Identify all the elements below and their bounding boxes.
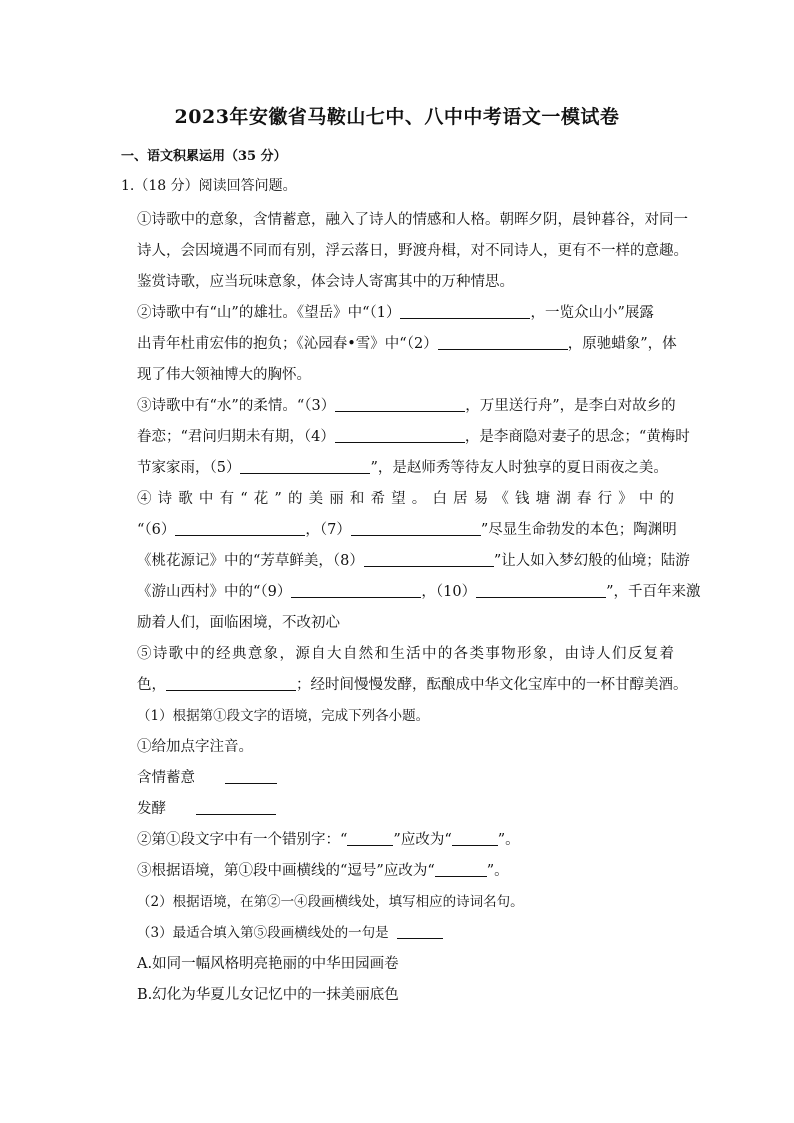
p2-line [137, 329, 677, 360]
text-run: ，原驰蜡象”，体 [567, 336, 677, 352]
text-run: 《桃花源记》中的“芳草鲜美，（8） [137, 553, 364, 569]
answer-blank[interactable] [438, 335, 568, 350]
text-run: 出青年杜甫宏伟的抱负；《沁园春•雪》中“（2） [137, 336, 438, 352]
p5-line [137, 670, 688, 701]
pinyin-item [137, 794, 674, 825]
text-run: ②第①段文字中有一个错别字：“ [137, 832, 348, 848]
p4-line: 励着人们，面临困境，不改初心 [137, 615, 340, 631]
sub-question-3 [137, 918, 674, 949]
text-run: “（6） [137, 522, 176, 538]
text-run: 《游山西村》中的“（9） [137, 584, 292, 600]
answer-blank[interactable] [364, 552, 494, 567]
text-run: 节家家雨，（5） [137, 460, 241, 476]
page-title: 2023年安徽省马鞍山七中、八中中考语文一模试卷 [174, 106, 620, 128]
p2-line: 现了伟大领袖博大的胸怀。 [137, 367, 311, 383]
question-header: 1.（18 分）阅读回答问题。 [121, 178, 297, 194]
p5-line: ⑤诗歌中的经典意象，源自大自然和生活中的各类事物形象，由诗人们反复着 [137, 646, 674, 662]
section-heading: 一、语文积累运用（35 分） [121, 149, 287, 164]
answer-blank[interactable] [291, 583, 421, 598]
text-run: ”尽显生命勃发的本色；陶渊明 [480, 522, 677, 538]
text-run: ”，是赵师秀等待友人时独享的夏日雨夜之美。 [370, 460, 668, 476]
sub-question-2: （2）根据语境，在第②一④段画横线处，填写相应的诗词名句。 [137, 894, 524, 910]
sub-question-1: （1）根据第①段文字的语境，完成下列各小题。 [137, 708, 430, 724]
text-run: ③诗歌中有“水”的柔情。“（3） [137, 398, 336, 414]
p4-line [137, 546, 690, 577]
answer-blank[interactable] [175, 521, 305, 536]
answer-blank[interactable] [397, 924, 443, 939]
p1-line: 诗人，会因境遇不同而有别，浮云落日，野渡舟楫，对不同诗人，更有不一样的意趣。 [137, 243, 688, 259]
p1-line: ①诗歌中的意象，含情蓄意，融入了诗人的情感和人格。朝晖夕阴，晨钟暮谷，对同一 [137, 212, 688, 228]
answer-blank[interactable] [400, 304, 530, 319]
answer-blank[interactable] [476, 583, 606, 598]
text-run: ”让人如入梦幻般的仙境；陆游 [493, 553, 690, 569]
p2-line [137, 298, 674, 329]
option-b[interactable]: B.幻化为华夏儿女记忆中的一抹美丽底色 [137, 987, 399, 1003]
answer-blank[interactable] [335, 397, 465, 412]
p4-line [137, 515, 677, 546]
p3-line [137, 391, 674, 422]
text-run: ；经时间慢慢发酵，酝酿成中华文化宝库中的一杯甘醇美酒。 [296, 677, 688, 693]
answer-blank[interactable] [240, 459, 370, 474]
question-body [137, 205, 701, 1011]
text-run: ，一览众山小”展露 [530, 305, 654, 321]
text-run: ”。 [497, 832, 520, 848]
text-run: ，（10） [421, 584, 477, 600]
p3-line [137, 422, 690, 453]
answer-blank[interactable] [347, 831, 393, 846]
answer-blank[interactable] [452, 831, 498, 846]
text-run: ，是李商隐对妻子的思念；“黄梅时 [464, 429, 690, 445]
text-run: ，万里送行舟”，是李白对故乡的 [465, 398, 676, 414]
item-label: 含情蓄意 [137, 770, 195, 786]
pinyin-item [137, 763, 674, 794]
text-run: ②诗歌中有“山”的雄壮。《望岳》中“（1） [137, 305, 401, 321]
p4-line [137, 577, 701, 608]
p1-line: 鉴赏诗歌，应当玩味意象，体会诗人寄寓其中的万种情思。 [137, 274, 514, 290]
answer-blank[interactable] [225, 769, 277, 784]
answer-blank[interactable] [351, 521, 481, 536]
sub-question-1b [137, 825, 674, 856]
text-run: 色， [137, 677, 166, 693]
text-run: ③根据语境，第①段中画横线的“逗号”应改为“ [137, 863, 435, 879]
option-a[interactable]: A.如同一幅风格明亮艳丽的中华田园画卷 [137, 956, 399, 972]
sub-question-1a: ①给加点字注音。 [137, 739, 253, 755]
text-run: ”。 [486, 863, 509, 879]
item-label: 发酵 [137, 801, 166, 817]
answer-blank[interactable] [335, 428, 465, 443]
p3-line [137, 453, 674, 484]
answer-blank[interactable] [196, 800, 276, 815]
answer-blank[interactable] [166, 676, 296, 691]
text-run: ，（7） [305, 522, 351, 538]
text-run: ”，千百年来激 [606, 584, 701, 600]
p4-line: ④诗歌中有“花”的美丽和希望。白居易《钱塘湖春行》中的 [137, 491, 674, 507]
text-run: （3）最适合填入第⑤段画横线处的一句是 [137, 925, 389, 941]
text-run: 眷恋；“君问归期未有期，（4） [137, 429, 335, 445]
answer-blank[interactable] [435, 862, 487, 877]
sub-question-1c [137, 856, 674, 887]
text-run: ”应改为“ [393, 832, 452, 848]
